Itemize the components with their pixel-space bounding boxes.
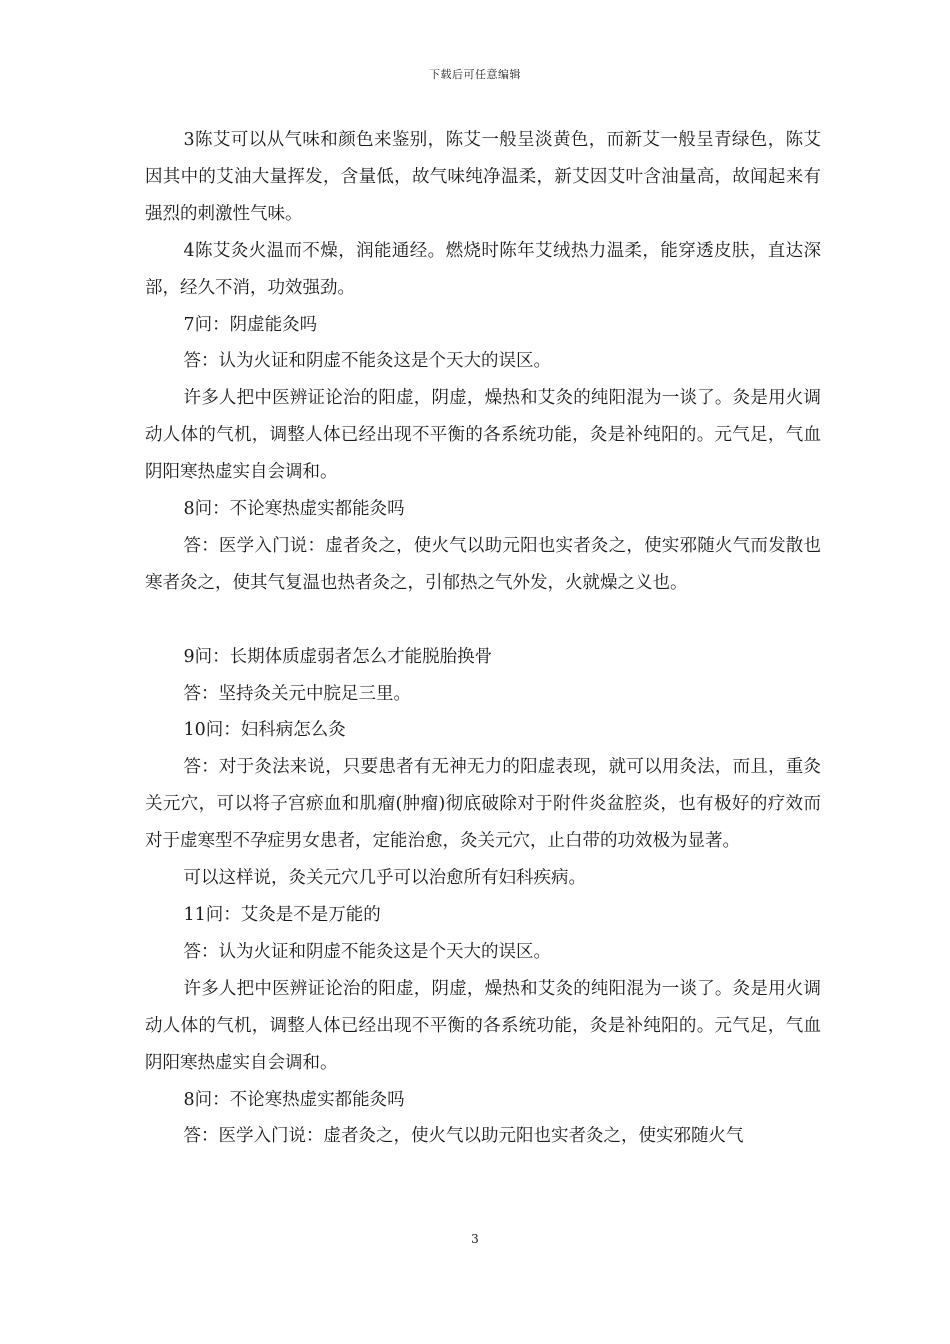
- blank-line: [145, 602, 821, 639]
- paragraph: 4陈艾灸火温而不燥，润能通经。燃烧时陈年艾绒热力温柔，能穿透皮肤，直达深部，经久不消，功效强劲。: [145, 240, 821, 298]
- question-heading: 11问：艾灸是不是万能的: [183, 905, 381, 926]
- answer-paragraph: 答：坚持灸关元中脘足三里。: [183, 683, 411, 704]
- paragraph: 许多人把中医辨证论治的阳虚，阴虚，燥热和艾灸的纯阳混为一谈了。灸是用火调动人体的气机，调整人体已经出现不平衡的各系统功能，灸是补纯阳的。元气足，气血阴阳寒热虚实自会调和。: [145, 388, 821, 483]
- question-heading: 7问：阴虚能灸吗: [183, 314, 318, 335]
- answer-paragraph: 答：认为火证和阴虚不能灸这是个天大的误区。: [183, 941, 551, 962]
- question-heading: 9问：长期体质虚弱者怎么才能脱胎换骨: [183, 646, 493, 667]
- answer-paragraph: 答：认为火证和阴虚不能灸这是个天大的误区。: [183, 351, 551, 372]
- answer-paragraph: 答：对于灸法来说，只要患者有无神无力的阳虚表现，就可以用灸法，而且，重灸关元穴，可以将子宫瘀血和肌瘤(肿瘤)彻底破除对于附件炎盆腔炎，也有极好的疗效而对于虚寒型不孕症男女患者，定能治愈，灸关元穴，止白带的功效极为显著。: [145, 757, 821, 852]
- question-heading: 8问：不论寒热虚实都能灸吗: [183, 1089, 405, 1110]
- paragraph: 可以这样说，灸关元穴几乎可以治愈所有妇科疾病。: [183, 868, 586, 889]
- paragraph: 3陈艾可以从气味和颜色来鉴别，陈艾一般呈淡黄色，而新艾一般呈青绿色，陈艾因其中的艾油大量挥发，含量低，故气味纯净温柔，新艾因艾叶含油量高，故闻起来有强烈的刺激性气味。: [145, 130, 821, 224]
- page-header: 下载后可任意编辑: [429, 68, 521, 81]
- answer-paragraph: 答：医学入门说：虚者灸之，使火气以助元阳也实者灸之，使实邪随火气而发散也寒者灸之，使其气复温也热者灸之，引郁热之气外发，火就燥之义也。: [145, 535, 821, 593]
- question-heading: 8问：不论寒热虚实都能灸吗: [183, 499, 405, 520]
- document-body: [145, 122, 821, 1155]
- answer-paragraph: 答：医学入门说：虚者灸之，使火气以助元阳也实者灸之，使实邪随火气: [183, 1126, 744, 1147]
- paragraph: 许多人把中医辨证论治的阳虚，阴虚，燥热和艾灸的纯阳混为一谈了。灸是用火调动人体的气机，调整人体已经出现不平衡的各系统功能，灸是补纯阳的。元气足，气血阴阳寒热虚实自会调和。: [145, 978, 821, 1073]
- question-heading: 10问：妇科病怎么灸: [183, 720, 346, 741]
- page-number: 3: [471, 1232, 479, 1246]
